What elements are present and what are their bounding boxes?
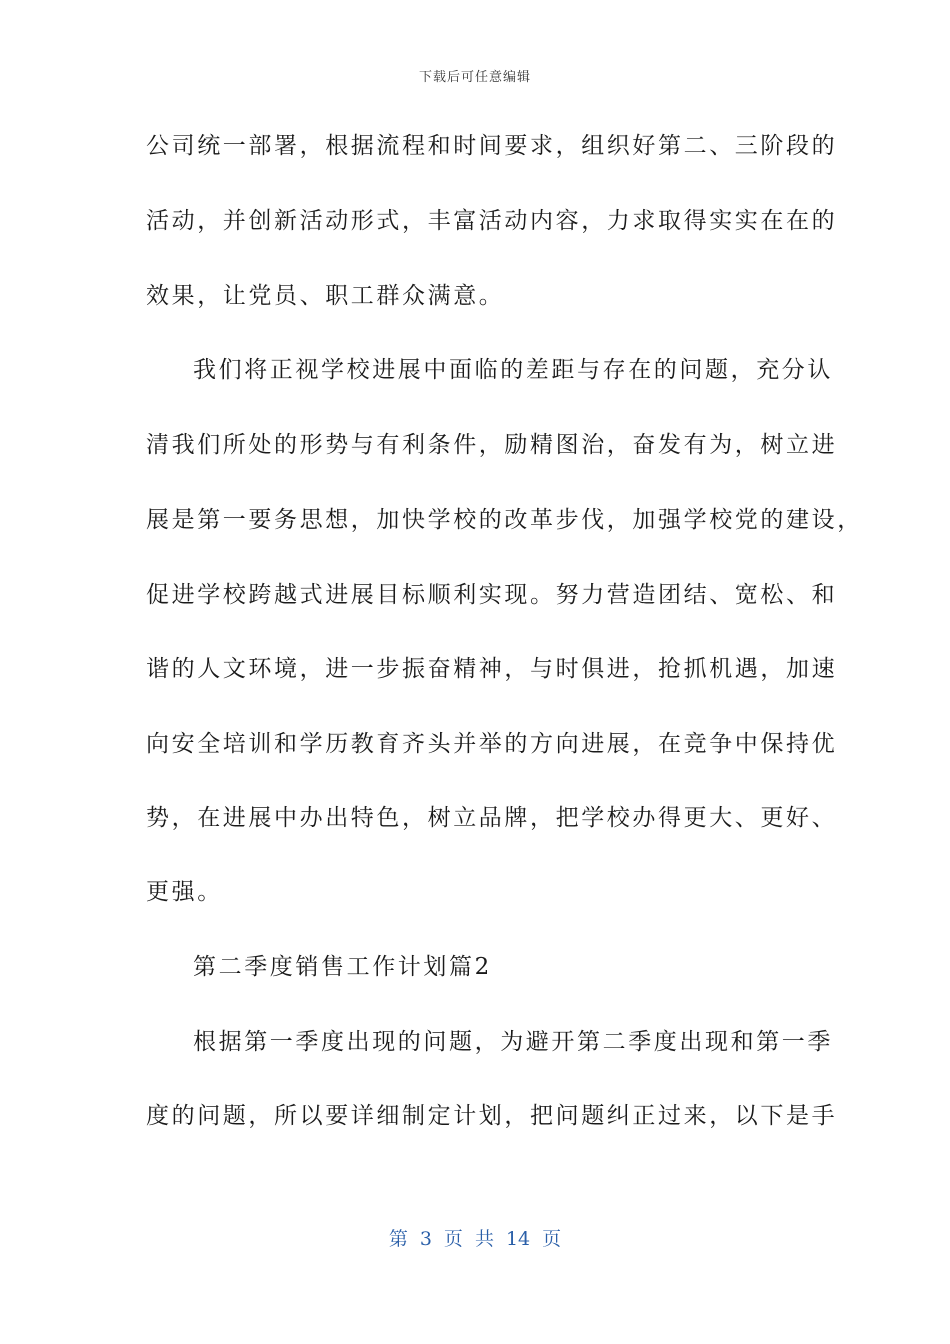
page-footer xyxy=(0,1224,950,1251)
body-line: 向安全培训和学历教育齐头并举的方向进展，在竞争中保持优 xyxy=(146,731,838,757)
footer-middle: 页 共 xyxy=(443,1228,494,1250)
body-line: 更强。 xyxy=(146,879,223,905)
body-line: 度的问题，所以要详细制定计划，把问题纠正过来，以下是手 xyxy=(146,1103,838,1129)
paragraph-first-line: 根据第一季度出现的问题，为避开第二季度出现和第一季 xyxy=(193,1029,833,1055)
page-header: 下载后可任意编辑 xyxy=(418,70,531,85)
body-line: 清我们所处的形势与有利条件，励精图治，奋发有为，树立进 xyxy=(146,432,838,458)
current-page-number: 3 xyxy=(419,1228,432,1250)
body-line: 促进学校跨越式进展目标顺利实现。努力营造团结、宽松、和 xyxy=(146,582,838,608)
body-line: 活动，并创新活动形式，丰富活动内容，力求取得实实在在的 xyxy=(146,208,838,234)
body-line: 效果，让党员、职工群众满意。 xyxy=(146,283,505,309)
total-page-count: 14 xyxy=(505,1228,531,1250)
body-line: 公司统一部署，根据流程和时间要求，组织好第二、三阶段的 xyxy=(146,133,838,159)
paragraph-first-line: 我们将正视学校进展中面临的差距与存在的问题，充分认 xyxy=(193,357,833,383)
body-line: 展是第一要务思想，加快学校的改革步伐，加强学校党的建设， xyxy=(146,507,863,533)
footer-prefix: 第 xyxy=(388,1228,408,1250)
body-line: 势，在进展中办出特色，树立品牌，把学校办得更大、更好、 xyxy=(146,805,838,831)
footer-suffix: 页 xyxy=(542,1228,562,1250)
section-heading: 第二季度销售工作计划篇2 xyxy=(193,954,492,980)
body-line: 谐的人文环境，进一步振奋精神，与时俱进，抢抓机遇，加速 xyxy=(146,656,838,682)
